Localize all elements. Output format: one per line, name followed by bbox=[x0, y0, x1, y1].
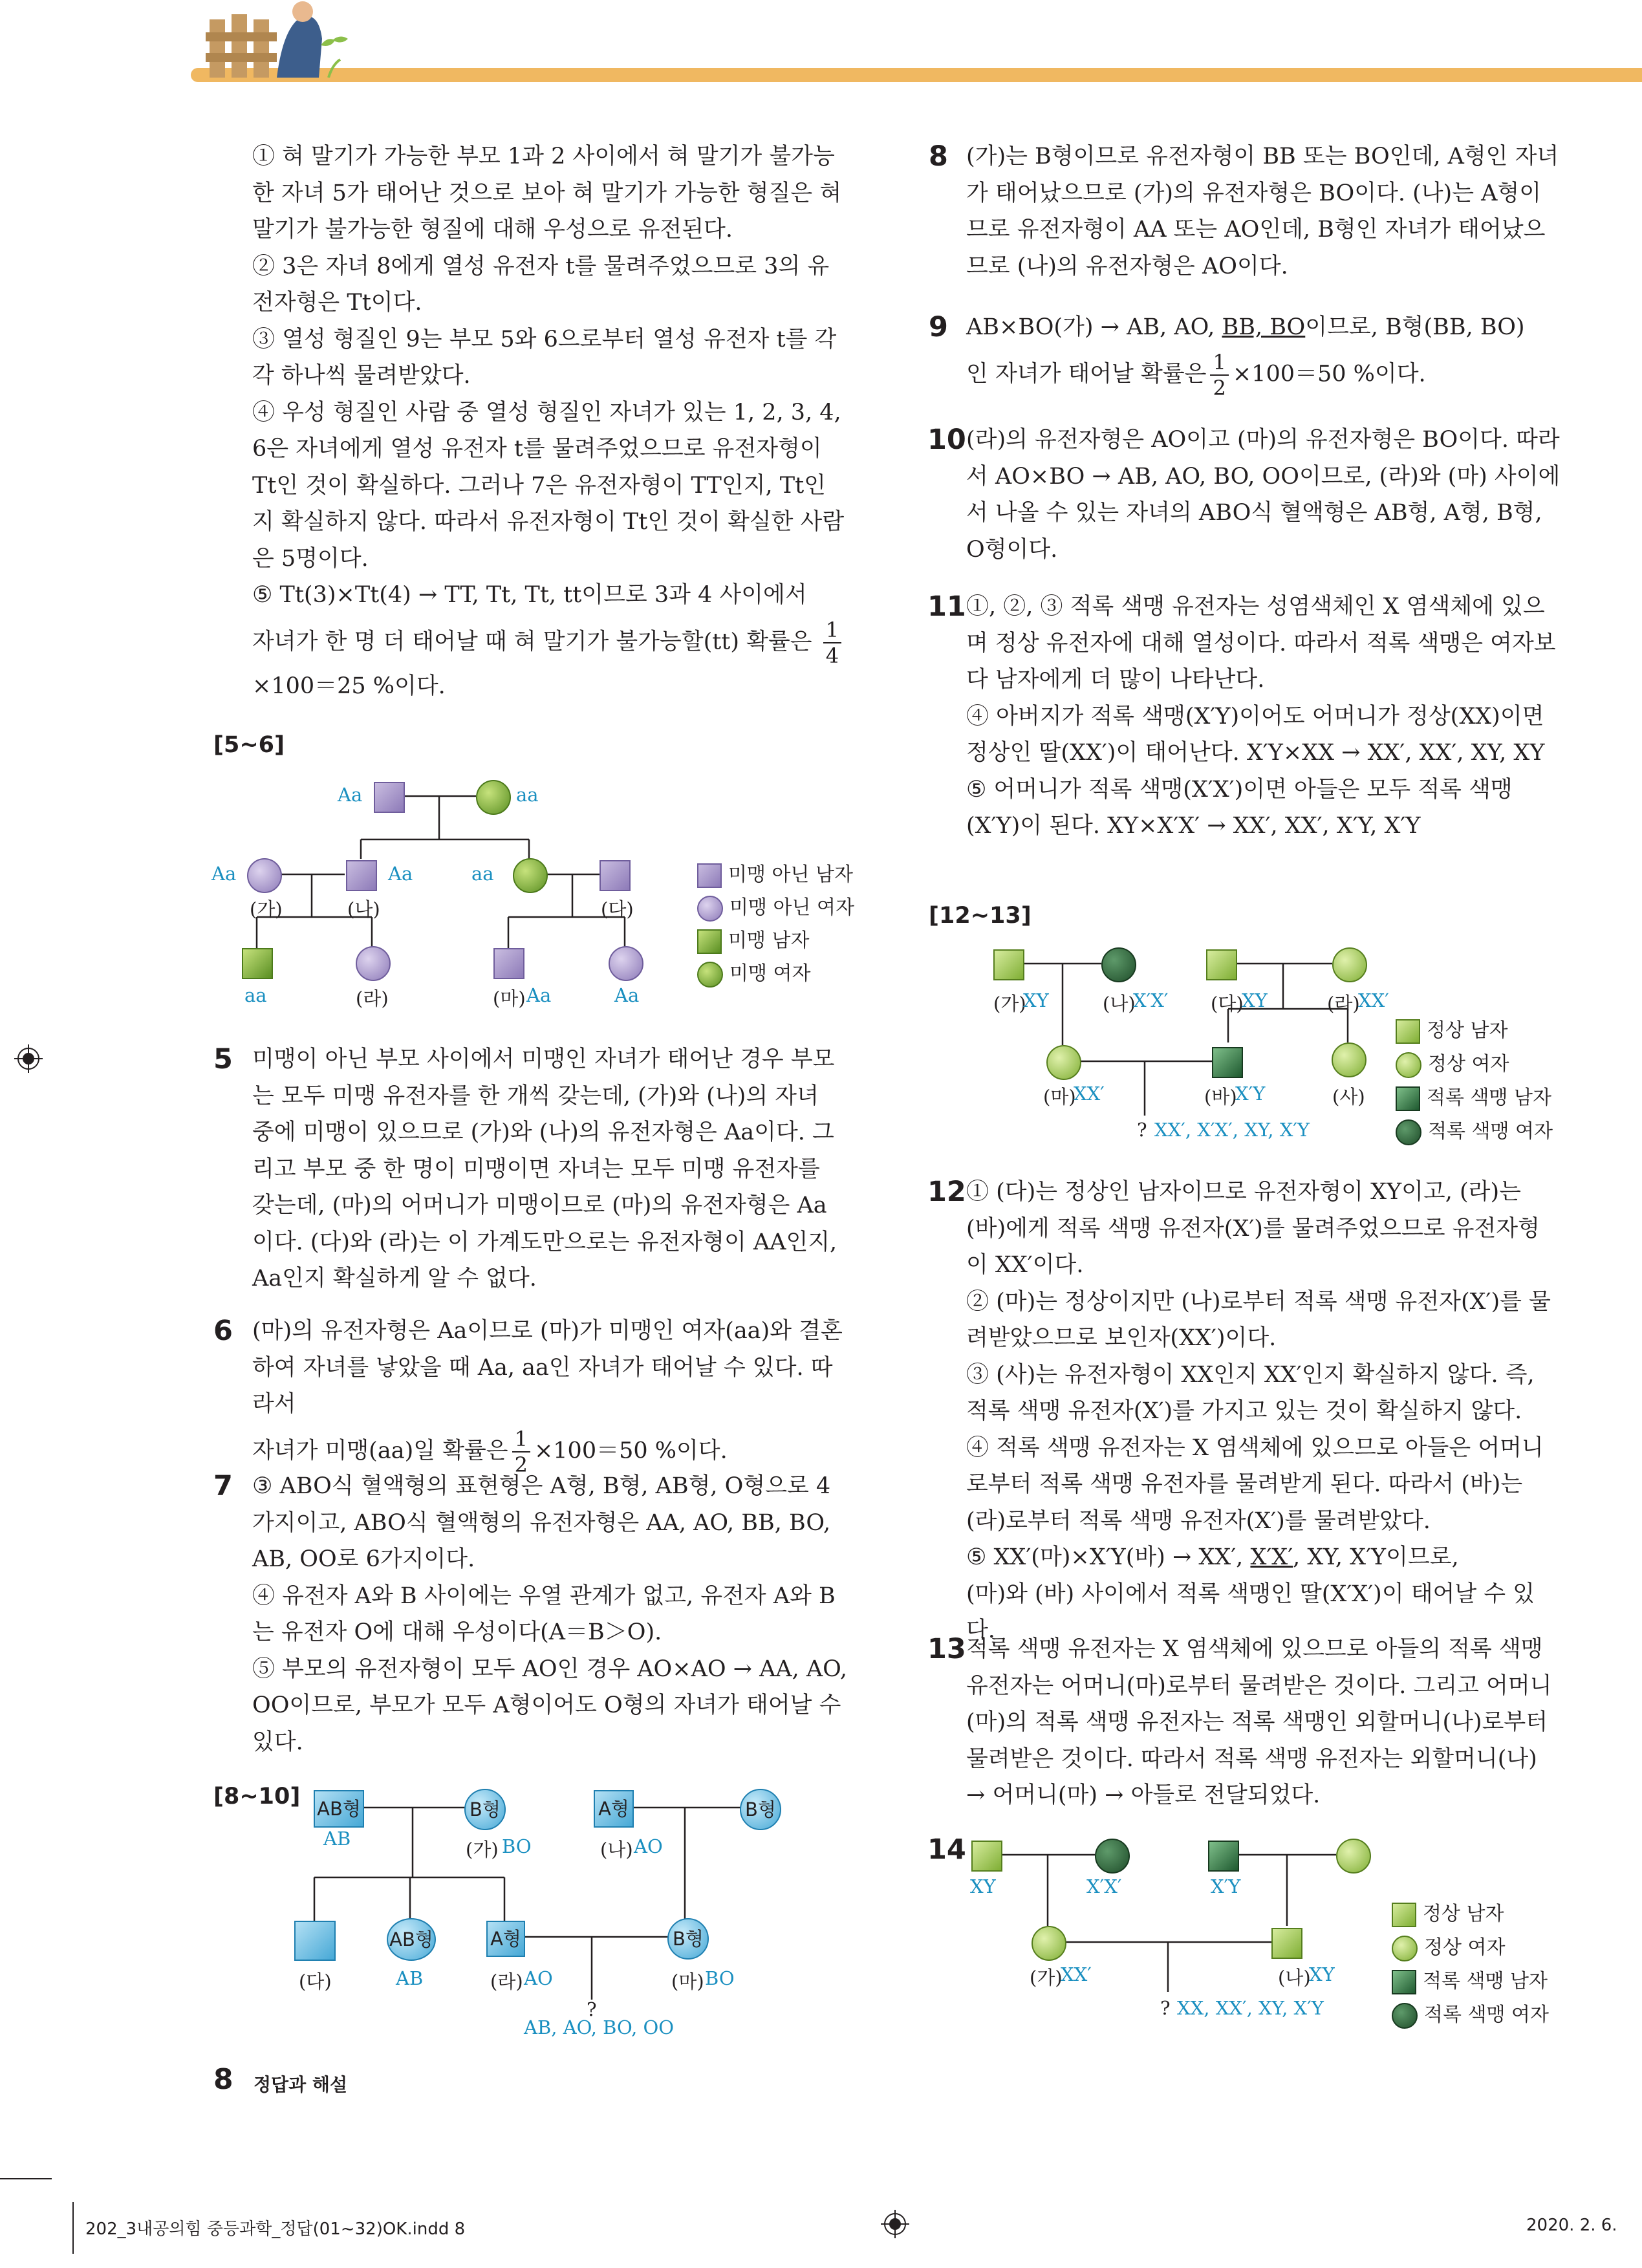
footer-title: 정답과 해설 bbox=[254, 2074, 347, 2095]
genotype-label: AB bbox=[396, 1967, 424, 1989]
question-number: 8 bbox=[929, 140, 948, 173]
legend-swatch-icon bbox=[1392, 2003, 1418, 2029]
fraction: $\frac{1}{2}$ bbox=[512, 1427, 530, 1477]
genotype-label: aa bbox=[244, 984, 267, 1006]
genotype-label: XY bbox=[1242, 989, 1268, 1011]
genotype-label: aa bbox=[471, 863, 494, 885]
person-label: (마) bbox=[1043, 1086, 1076, 1108]
section-12-13: [12~13] bbox=[929, 903, 1032, 929]
person-label: (가) bbox=[993, 993, 1026, 1015]
intro-item-4: ④ 우성 형질인 사람 중 열성 형질인 자녀가 있는 1, 2, 3, 4, 6은 자녀에게 열성 유전자 t를 물려주었으므로 유전자형이 Tt인 것이 확실하다. 그러나 7은 유전자형이 TT인지, Tt인지 확실하지 않다. 따라서 유전자형이 Tt인 것이 확실한 사람은 5명이다. bbox=[252, 399, 848, 572]
question-number: 10 bbox=[927, 424, 966, 456]
answer-text: (마)의 유전자형은 Aa이므로 (마)가 미맹인 여자(aa)와 결혼하여 자녀를 낳았을 때 Aa, aa인 자녀가 태어날 수 있다. 따라서 bbox=[252, 1318, 843, 1417]
genotype-label: AB bbox=[323, 1828, 351, 1850]
genotype-label: BO bbox=[502, 1835, 532, 1857]
answer-text: ① (다)는 정상인 남자이므로 유전자형이 XY이고, (라)는 (바)에게 적록 색맹 유전자(X′)를 물려주었으므로 유전자형이 XX′이다. ② (마)는 정상이지만 (나)로부터 적록 색맹 유전자(X′)를 물려받았으므로 보인자(XX′)이다. ③ (사)는 유전자형이 XX인지 XX′인지 확실하지 않다. 즉, 적록 색맹 유전자(X′)를 가지고 있는 것이 확실하지 않다. ④ 적록 색맹 유전자는 X 염색체에 있으므로 아들은 어머니로부터 적록 색맹 유전자를 물려받게 된다. 따라서 (바)는 (라)로부터 적록 색맹 유전자(X′)를 물려받았다. bbox=[966, 1179, 1551, 1534]
crop-mark bbox=[72, 2202, 74, 2254]
legend-item: 적록 색맹 남자 bbox=[1392, 1965, 1548, 1994]
section-8-10: [8~10] bbox=[213, 1784, 301, 1809]
question-mark: ? bbox=[587, 1998, 597, 2020]
page-number: 8 bbox=[213, 2063, 233, 2096]
answer-text: 적록 색맹 유전자는 X 염색체에 있으므로 아들의 적록 색맹 유전자는 어머니(마)로부터 물려받은 것이다. 그리고 어머니(마)의 적록 색맹 유전자는 적록 색맹인 외할머니(나)로부터 물려받은 것이다. 따라서 적록 색맹 유전자는 외할머니(나) → 어머니(마) → 아들로 전달되었다. bbox=[966, 1636, 1555, 1808]
female-normal-symbol bbox=[1032, 1926, 1066, 1961]
question-number: 13 bbox=[927, 1633, 966, 1665]
genotype-label: XX′ bbox=[1061, 1963, 1092, 1985]
question-number: 7 bbox=[213, 1470, 233, 1502]
male-symbol: A형 bbox=[486, 1921, 525, 1957]
intro-item-3: ③ 열성 형질인 9는 부모 5와 6으로부터 열성 유전자 t를 각각 하나씩 물려받았다. bbox=[252, 326, 837, 389]
person-label: (가) bbox=[466, 1839, 499, 1861]
person-label: (나) bbox=[600, 1839, 633, 1861]
genotype-label: XY bbox=[1309, 1963, 1335, 1985]
genotype-label: X′Y bbox=[1235, 1083, 1266, 1105]
offspring-genotypes: XX′, X′X′, XY, X′Y bbox=[1154, 1119, 1310, 1141]
female-symbol: B형 bbox=[667, 1918, 709, 1960]
person-label: (라) bbox=[490, 1971, 523, 1993]
fraction: $\frac{1}{4}$ bbox=[823, 618, 841, 668]
legend-item: 정상 남자 bbox=[1392, 1897, 1504, 1927]
legend-swatch-icon bbox=[1392, 1970, 1416, 1994]
registration-mark-icon bbox=[881, 2210, 909, 2238]
male-symbol: A형 bbox=[594, 1790, 634, 1828]
answer-prob-line: 자녀가 미맹(aa)일 확률은 $\frac{1}{2}$ ×100＝50 %이다. bbox=[252, 1426, 728, 1477]
genotype-label: XX′ bbox=[1358, 989, 1389, 1011]
genotype-label: Aa bbox=[338, 784, 363, 806]
genotype-label: Aa bbox=[526, 984, 552, 1006]
legend-item: 적록 색맹 여자 bbox=[1396, 1115, 1553, 1145]
female-symbol: AB형 bbox=[387, 1918, 436, 1961]
genotype-label: BO bbox=[705, 1967, 735, 1989]
person-label: (라) bbox=[356, 988, 389, 1010]
section-5-6: [5~6] bbox=[213, 732, 285, 758]
legend-item: 미맹 남자 bbox=[697, 924, 809, 954]
person-label: (가) bbox=[250, 898, 283, 920]
genotype-label: X′X′ bbox=[1086, 1875, 1122, 1897]
answer-text: ③ ABO식 혈액형의 표현형은 A형, B형, AB형, O형으로 4가지이고, ABO식 혈액형의 유전자형은 AA, AO, BB, BO, AB, OO로 6가지이다. ④ 유전자 A와 B 사이에는 우열 관계가 없고, 유전자 A와 B는 유전자 O에 대해 우성이다(A＝B＞O). ⑤ 부모의 유전자형이 모두 AO인 경우 AO×AO → AA, AO, OO이므로, 부모가 모두 A형이어도 O형의 자녀가 태어날 수 있다. bbox=[252, 1473, 847, 1755]
legend-item: 정상 여자 bbox=[1396, 1048, 1509, 1078]
female-symbol: B형 bbox=[464, 1789, 506, 1830]
legend-item: 미맹 여자 bbox=[697, 957, 810, 988]
male-symbol: AB형 bbox=[314, 1790, 364, 1828]
registration-mark-icon bbox=[14, 1044, 43, 1073]
male-colorblind-symbol bbox=[1208, 1841, 1239, 1872]
genotype-label: AO bbox=[634, 1835, 663, 1857]
person-label: (다) bbox=[299, 1971, 332, 1993]
genotype-label: Aa bbox=[614, 984, 640, 1006]
question-number: 9 bbox=[929, 311, 948, 343]
legend-swatch-icon bbox=[1392, 1903, 1416, 1927]
person-label: (라) bbox=[1327, 993, 1360, 1015]
intro-item-1: ① 혀 말기가 가능한 부모 1과 2 사이에서 혀 말기가 불가능한 자녀 5가 태어난 것으로 보아 혀 말기가 가능한 형질은 혀 말기가 불가능한 형질에 대해 우성으로 유전된다. bbox=[252, 144, 849, 243]
person-label: (마) bbox=[671, 1971, 704, 1993]
offspring-genotypes: AB, AO, BO, OO bbox=[524, 2016, 675, 2038]
answer-text: (라)의 유전자형은 AO이고 (마)의 유전자형은 BO이다. 따라서 AO×BO → AB, AO, BO, OO이므로, (라)와 (마) 사이에서 나올 수 있는 자녀의 ABO식 혈액형은 AB형, A형, B형, O형이다. bbox=[966, 427, 1561, 563]
genotype-label: XX′ bbox=[1074, 1083, 1105, 1105]
offspring-genotypes: XX, XX′, XY, X′Y bbox=[1177, 1997, 1324, 2019]
answer-text: (가)는 B형이므로 유전자형이 BB 또는 BO인데, A형인 자녀가 태어났으므로 (가)의 유전자형은 BO이다. (나)는 A형이므로 유전자형이 AA 또는 AO인데, B형인 자녀가 태어났으므로 (나)의 유전자형은 AO이다. bbox=[966, 144, 1559, 279]
person-label: (나) bbox=[347, 898, 380, 920]
person-label: (마) bbox=[493, 988, 526, 1010]
genotype-label: AO bbox=[524, 1967, 553, 1989]
genotype-label: X′X′ bbox=[1133, 989, 1169, 1011]
person-label: (사) bbox=[1332, 1086, 1365, 1108]
person-label: (가) bbox=[1030, 1967, 1063, 1989]
legend-item: 미맹 아닌 여자 bbox=[697, 891, 854, 922]
question-number: 11 bbox=[927, 590, 966, 623]
legend-item: 적록 색맹 여자 bbox=[1392, 1998, 1549, 2029]
underlined-genotype: X′X′ bbox=[1250, 1544, 1293, 1570]
legend-item: 정상 남자 bbox=[1396, 1014, 1507, 1044]
genotype-label: X′Y bbox=[1211, 1875, 1241, 1897]
answer-text: ①, ②, ③ 적록 색맹 유전자는 성염색체인 X 염색체에 있으며 정상 유전자에 대해 열성이다. 따라서 적록 색맹은 여자보다 남자에게 더 많이 나타난다. ④ 아버지가 적록 색맹(X′Y)이어도 어머니가 정상(XX)이면 정상인 딸(XX′)이 태어난다. X′Y×XX → XX′, XX′, XY, XY ⑤ 어머니가 적록 색맹(X′X′)이면 아들은 모두 적록 색맹(X′Y)이 된다. XY×X′X′ → XX′, XX′, X′Y, X′Y bbox=[966, 594, 1556, 839]
genotype-label: aa bbox=[516, 784, 539, 806]
answer-text: AB×BO(가) → AB, AO, BB, BO이므로, B형(BB, BO) bbox=[966, 314, 1525, 340]
intro-prob-result: ×100＝25 %이다. bbox=[252, 673, 446, 699]
person-label: (바) bbox=[1204, 1086, 1237, 1108]
genotype-label: XY bbox=[1023, 989, 1049, 1011]
answer-prob-line: 인 자녀가 태어날 확률은 $\frac{1}{2}$ ×100＝50 %이다. bbox=[966, 349, 1426, 400]
genotype-label: Aa bbox=[211, 863, 237, 885]
person-label: (다) bbox=[1211, 993, 1244, 1015]
intro-item-5: ⑤ Tt(3)×Tt(4) → TT, Tt, Tt, tt이므로 3과 4 사이에서 bbox=[252, 582, 807, 608]
person-label: (나) bbox=[1278, 1967, 1311, 1989]
answer-text-6: (마)와 (바) 사이에서 적록 색맹인 딸(X′X′)이 태어날 수 있다. bbox=[966, 1581, 1535, 1643]
intro-prob-text: 자녀가 한 명 더 태어날 때 혀 말기가 불가능할(tt) 확률은 bbox=[252, 629, 812, 654]
intro-item-2: ② 3은 자녀 8에게 열성 유전자 t를 물려주었으므로 3의 유전자형은 Tt이다. bbox=[252, 253, 830, 316]
fraction: $\frac{1}{2}$ bbox=[1210, 350, 1228, 400]
genotype-label: Aa bbox=[388, 863, 413, 885]
female-symbol: B형 bbox=[740, 1789, 781, 1830]
crop-mark bbox=[0, 2178, 52, 2179]
genotype-label: XY bbox=[970, 1875, 996, 1897]
print-date: 2020. 2. 6. bbox=[1526, 2216, 1617, 2235]
question-mark: ? bbox=[1160, 1997, 1171, 2019]
female-colorblind-symbol bbox=[1095, 1839, 1130, 1874]
legend-item: 미맹 아닌 남자 bbox=[697, 858, 853, 888]
print-file-info: 202_3내공의힘 중등과학_정답(01~32)OK.indd 8 bbox=[85, 2219, 466, 2239]
female-normal-symbol bbox=[1336, 1839, 1371, 1874]
person-label: (다) bbox=[601, 898, 634, 920]
male-normal-symbol bbox=[1271, 1928, 1302, 1959]
underlined-genotypes: BB, BO bbox=[1222, 314, 1306, 340]
legend-swatch-icon bbox=[1392, 1936, 1418, 1961]
answer-text-5: ⑤ XX′(마)×X′Y(바) → XX′, X′X′, XY, X′Y이므로, bbox=[966, 1544, 1459, 1570]
question-mark: ? bbox=[1137, 1119, 1147, 1141]
person-label: (나) bbox=[1103, 993, 1136, 1015]
question-number: 12 bbox=[927, 1176, 966, 1208]
question-number: 5 bbox=[213, 1043, 233, 1075]
answer-text: 미맹이 아닌 부모 사이에서 미맹인 자녀가 태어난 경우 부모는 모두 미맹 유전자를 한 개씩 갖는데, (가)와 (나)의 자녀 중에 미맹이 있으므로 (가)와 (나)의 유전자형은 Aa이다. 그리고 부모 중 한 명이 미맹이면 자녀는 모두 미맹 유전자를 갖는데, (마)의 어머니가 미맹이므로 (마)의 유전자형은 Aa이다. (다)와 (라)는 이 가계도만으로는 유전자형이 AA인지, Aa인지 확실하게 알 수 없다. bbox=[252, 1046, 845, 1291]
male-normal-symbol bbox=[971, 1841, 1002, 1872]
question-number: 14 bbox=[927, 1833, 966, 1866]
legend-item: 적록 색맹 남자 bbox=[1396, 1081, 1551, 1111]
question-number: 6 bbox=[213, 1315, 233, 1347]
legend-item: 정상 여자 bbox=[1392, 1931, 1505, 1961]
